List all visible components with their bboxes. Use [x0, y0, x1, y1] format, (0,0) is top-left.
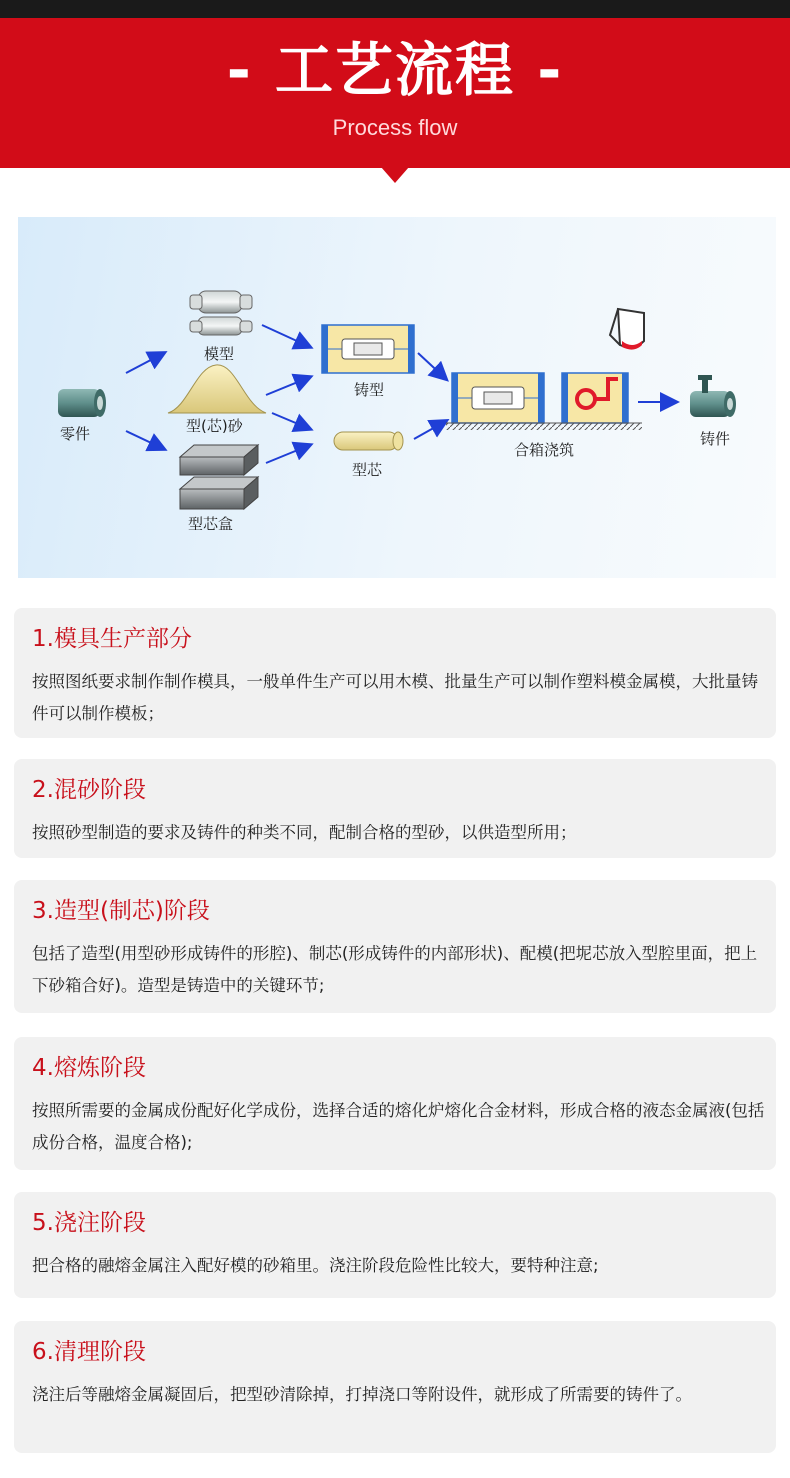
step-description: 按照图纸要求制作制作模具，一般单件生产可以用木模、批量生产可以制作塑料模金属模，大批量铸件可以制作模板； — [32, 672, 758, 723]
step-title: 1.模具生产部分 — [32, 626, 192, 652]
ladle-icon — [610, 309, 644, 350]
label-core-box: 型芯盒 — [188, 515, 234, 533]
arrow — [126, 353, 164, 373]
page-subtitle: Process flow — [332, 115, 458, 140]
arrow — [262, 325, 310, 347]
process-diagram — [18, 217, 776, 578]
ground-hatch — [446, 423, 642, 430]
banner-pointer — [381, 167, 409, 183]
step-title: 3.造型(制芯)阶段 — [32, 898, 210, 924]
step-description: 按照所需要的金属成份配好化学成份，选择合适的熔化炉熔化合金材料，形成合格的液态金属液(包括成份合格，温度合格); — [32, 1101, 765, 1152]
step-description: 浇注后等融熔金属凝固后，把型砂清除掉，打掉浇口等附设件，就形成了所需要的铸件了。 — [32, 1385, 692, 1404]
step-card — [14, 759, 776, 858]
label-sand: 型(芯)砂 — [186, 417, 243, 435]
pattern-icon — [190, 291, 252, 335]
step-title: 2.混砂阶段 — [32, 777, 146, 803]
sand-pile-icon — [168, 365, 266, 413]
label-casting: 铸件 — [700, 430, 731, 448]
core-icon — [334, 432, 403, 450]
arrow — [266, 445, 310, 463]
step-title: 4.熔炼阶段 — [32, 1055, 146, 1081]
casting-icon — [690, 375, 736, 417]
pouring-flask-icon — [562, 373, 628, 423]
label-assembly-pour: 合箱浇筑 — [514, 441, 575, 459]
step-card — [14, 1192, 776, 1298]
header-banner — [0, 18, 790, 168]
arrow — [272, 413, 310, 429]
mold-icon — [322, 325, 414, 373]
top-bar — [0, 0, 790, 18]
arrow — [126, 431, 164, 449]
label-part: 零件 — [60, 425, 91, 443]
arrow — [414, 421, 446, 439]
arrow — [418, 353, 446, 379]
part-icon — [58, 389, 106, 417]
label-mold: 铸型 — [354, 381, 385, 399]
core-box-icon — [180, 445, 258, 509]
step-description: 按照砂型制造的要求及铸件的种类不同，配制合格的型砂，以供造型所用； — [32, 823, 577, 842]
label-core: 型芯 — [352, 461, 383, 479]
step-card — [14, 880, 776, 1013]
step-card — [14, 608, 776, 738]
step-description: 包括了造型(用型砂形成铸件的形腔)、制芯(形成铸件的内部形状)、配模(把坭芯放入型腔里面，把上下砂箱合好)。造型是铸造中的关键环节; — [32, 944, 758, 995]
step-title: 6.清理阶段 — [32, 1339, 146, 1365]
label-pattern: 模型 — [204, 345, 235, 363]
step-title: 5.浇注阶段 — [32, 1210, 146, 1236]
process-diagram-graphic — [18, 217, 776, 578]
step-card — [14, 1321, 776, 1453]
step-description: 把合格的融熔金属注入配好模的砂箱里。浇注阶段危险性比较大，要特种注意; — [32, 1256, 599, 1275]
step-card — [14, 1037, 776, 1170]
page-title: - 工艺流程 - — [226, 36, 564, 104]
arrow — [266, 377, 310, 395]
assembled-flask-icon — [452, 373, 544, 423]
